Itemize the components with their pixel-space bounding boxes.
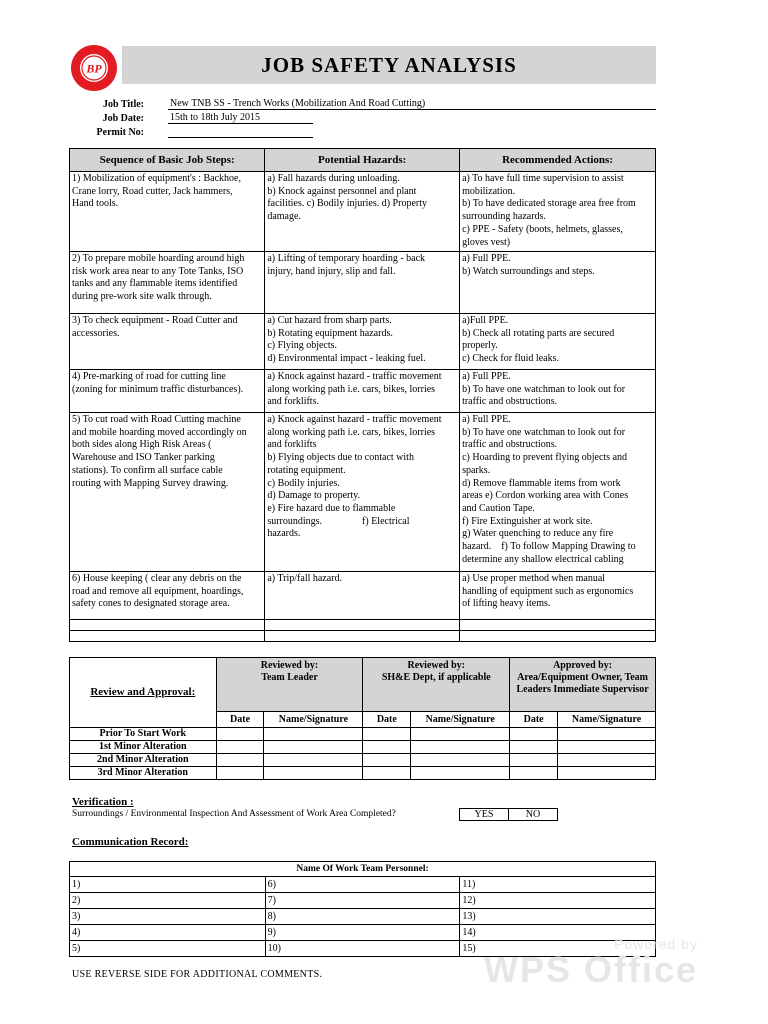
action-cell[interactable] (460, 631, 656, 642)
review-approval-table (69, 657, 656, 780)
footer-note: USE REVERSE SIDE FOR ADDITIONAL COMMENTS. (72, 969, 323, 980)
document-title: JOB SAFETY ANALYSIS (122, 46, 656, 84)
action-cell[interactable]: a)Full PPE. b) Check all rotating parts are secured properly. c) Check for fluid leaks. (460, 314, 656, 370)
logo-text: BP (86, 61, 102, 76)
review-subheader-row (70, 712, 656, 728)
communication-header-row (70, 862, 656, 877)
date-cell[interactable] (216, 767, 264, 780)
signature-cell[interactable] (264, 754, 363, 767)
action-cell[interactable]: a) Use proper method when manual handling of equipment such as ergonomics of lifting heavy items. (460, 572, 656, 620)
action-cell[interactable]: a) Full PPE. b) To have one watchman to look out for traffic and obstructions. c) Hoarding to prevent flying objects and sparks. d) Remove flammable items from work areas e) Cordon working area with Cones and Caution Tape. f) Fire Extinguisher at work site. g) Water quenching to reduce any fire hazard. f) To follow Mapping Drawing to determine any shallow electrical cabling (460, 413, 656, 572)
review-approval-label: Review and Approval: (70, 658, 217, 712)
table-row-empty (70, 620, 656, 631)
date-cell[interactable] (510, 767, 558, 780)
job-meta (70, 97, 660, 139)
hazard-cell[interactable] (265, 620, 460, 631)
reviewer-team-leader: Reviewed by: Team Leader (216, 658, 363, 712)
job-title-field[interactable]: New TNB SS - Trench Works (Mobilization And Road Cutting) (168, 98, 656, 110)
reviewer-she-dept: Reviewed by: SH&E Dept, if applicable (363, 658, 510, 712)
signature-cell[interactable] (411, 767, 510, 780)
table-row (70, 909, 656, 925)
team-personnel-header: Name Of Work Team Personnel: (70, 862, 656, 877)
signature-cell[interactable] (558, 741, 656, 754)
wps-watermark (484, 936, 698, 988)
personnel-cell[interactable]: 5) (70, 941, 266, 957)
date-cell[interactable] (363, 741, 411, 754)
job-title-row (70, 97, 660, 110)
signature-cell[interactable] (558, 767, 656, 780)
hazard-cell[interactable]: a) Knock against hazard - traffic movement along working path i.e. cars, bikes, lorries and forklifts b) Flying objects due to contact with rotating equipment. c) Bodily injuries. d) Damage to property. e) Fire hazard due to flammable surroundings. f) Electrical hazards. (265, 413, 460, 572)
approver-area-owner: Approved by: Area/Equipment Owner, Team Leaders Immediate Supervisor (510, 658, 656, 712)
communication-title: Communication Record: (72, 836, 189, 848)
date-cell[interactable] (363, 728, 411, 741)
verification-title: Verification : (72, 796, 134, 808)
personnel-cell[interactable]: 8) (265, 909, 460, 925)
review-stage-label: 1st Minor Alteration (70, 741, 217, 754)
action-cell[interactable]: a) Full PPE. b) Watch surroundings and steps. (460, 252, 656, 314)
verification-question: Surroundings / Environmental Inspection And Assessment of Work Area Completed? (72, 809, 396, 819)
step-cell[interactable]: 4) Pre-marking of road for cutting line (zoning for minimum traffic disturbances). (70, 370, 265, 413)
step-cell[interactable] (70, 631, 265, 642)
date-cell[interactable] (510, 754, 558, 767)
step-cell[interactable] (70, 620, 265, 631)
personnel-cell[interactable]: 1) (70, 877, 266, 893)
table-row (70, 172, 656, 252)
job-date-label: Job Date: (102, 113, 144, 124)
personnel-cell[interactable]: 14) (460, 925, 656, 941)
verification-yes-no (459, 808, 558, 821)
action-cell[interactable]: a) To have full time supervision to assist mobilization. b) To have dedicated storage area free from surrounding hazards. c) PPE - Safety (boots, helmets, glasses, gloves vest) (460, 172, 656, 252)
personnel-cell[interactable]: 9) (265, 925, 460, 941)
personnel-cell[interactable]: 3) (70, 909, 266, 925)
header-job-steps: Sequence of Basic Job Steps: (70, 149, 265, 172)
review-header-row (70, 658, 656, 712)
table-row (70, 877, 656, 893)
step-cell[interactable]: 5) To cut road with Road Cutting machine and mobile hoarding moved accordingly on both sides along High Risk Areas ( Warehouse and ISO Tanker parking stations). To confirm all surface cable routing with Mapping Survey drawing. (70, 413, 265, 572)
signature-header: Name/Signature (264, 712, 363, 728)
hazard-cell[interactable]: a) Cut hazard from sharp parts. b) Rotating equipment hazards. c) Flying objects. d) Environmental impact - leaking fuel. (265, 314, 460, 370)
table-row (70, 314, 656, 370)
table-row (70, 754, 656, 767)
date-cell[interactable] (216, 754, 264, 767)
hazard-cell[interactable]: a) Lifting of temporary hoarding - back injury, hand injury, slip and fall. (265, 252, 460, 314)
job-date-row (70, 111, 660, 124)
hazard-cell[interactable]: a) Trip/fall hazard. (265, 572, 460, 620)
date-cell[interactable] (363, 767, 411, 780)
table-row (70, 252, 656, 314)
jsa-header-row (70, 149, 656, 172)
personnel-cell[interactable]: 7) (265, 893, 460, 909)
table-row (70, 370, 656, 413)
watermark-line1: Powered by (614, 936, 698, 952)
date-header: Date (363, 712, 411, 728)
job-date-field[interactable]: 15th to 18th July 2015 (168, 112, 313, 124)
table-row (70, 741, 656, 754)
table-row (70, 893, 656, 909)
date-cell[interactable] (363, 754, 411, 767)
date-header: Date (216, 712, 264, 728)
review-stage-label: 2nd Minor Alteration (70, 754, 217, 767)
signature-header: Name/Signature (411, 712, 510, 728)
table-row (70, 413, 656, 572)
hazard-cell[interactable]: a) Knock against hazard - traffic movement along working path i.e. cars, bikes, lorries and forklifts. (265, 370, 460, 413)
permit-no-row (70, 125, 660, 138)
personnel-cell[interactable]: 11) (460, 877, 656, 893)
jsa-table (69, 148, 656, 642)
personnel-cell[interactable]: 10) (265, 941, 460, 957)
permit-no-label: Permit No: (96, 127, 144, 138)
review-stage-label: Prior To Start Work (70, 728, 217, 741)
date-cell[interactable] (510, 741, 558, 754)
review-label-spacer (70, 712, 217, 728)
personnel-cell[interactable]: 12) (460, 893, 656, 909)
date-cell[interactable] (216, 741, 264, 754)
table-row-empty (70, 631, 656, 642)
step-cell[interactable]: 2) To prepare mobile hoarding around high risk work area near to any Tote Tanks, ISO tanks and any flammable items identified during pre-work site walk through. (70, 252, 265, 314)
step-cell[interactable]: 3) To check equipment - Road Cutter and accessories. (70, 314, 265, 370)
table-row (70, 572, 656, 620)
action-cell[interactable] (460, 620, 656, 631)
personnel-cell[interactable]: 4) (70, 925, 266, 941)
signature-cell[interactable] (558, 728, 656, 741)
watermark-line2: WPS Office (483, 949, 698, 990)
review-stage-label: 3rd Minor Alteration (70, 767, 217, 780)
hazard-cell[interactable]: a) Fall hazards during unloading. b) Knock against personnel and plant facilities. c) Bodily injuries. d) Property damage. (265, 172, 460, 252)
job-title-label: Job Title: (102, 99, 144, 110)
signature-cell[interactable] (411, 754, 510, 767)
signature-cell[interactable] (558, 754, 656, 767)
permit-no-field[interactable] (168, 137, 313, 138)
action-cell[interactable]: a) Full PPE. b) To have one watchman to look out for traffic and obstructions. (460, 370, 656, 413)
step-cell[interactable]: 1) Mobilization of equipment's : Backhoe, Crane lorry, Road cutter, Jack hammers, Hand tools. (70, 172, 265, 252)
personnel-cell[interactable]: 15) (460, 941, 656, 957)
signature-cell[interactable] (264, 728, 363, 741)
date-cell[interactable] (510, 728, 558, 741)
signature-cell[interactable] (411, 728, 510, 741)
signature-cell[interactable] (264, 741, 363, 754)
step-cell[interactable]: 6) House keeping ( clear any debris on the road and remove all equipment, hoardings, safety cones to designated storage area. (70, 572, 265, 620)
signature-cell[interactable] (264, 767, 363, 780)
table-row (70, 728, 656, 741)
personnel-cell[interactable]: 6) (265, 877, 460, 893)
signature-cell[interactable] (411, 741, 510, 754)
date-header: Date (510, 712, 558, 728)
personnel-cell[interactable]: 13) (460, 909, 656, 925)
signature-header: Name/Signature (558, 712, 656, 728)
no-checkbox[interactable]: NO (509, 809, 558, 821)
header-actions: Recommended Actions: (460, 149, 656, 172)
table-row (70, 767, 656, 780)
company-logo (70, 44, 118, 92)
date-cell[interactable] (216, 728, 264, 741)
header-hazards: Potential Hazards: (265, 149, 460, 172)
yes-checkbox[interactable]: YES (460, 809, 509, 821)
hazard-cell[interactable] (265, 631, 460, 642)
personnel-cell[interactable]: 2) (70, 893, 266, 909)
